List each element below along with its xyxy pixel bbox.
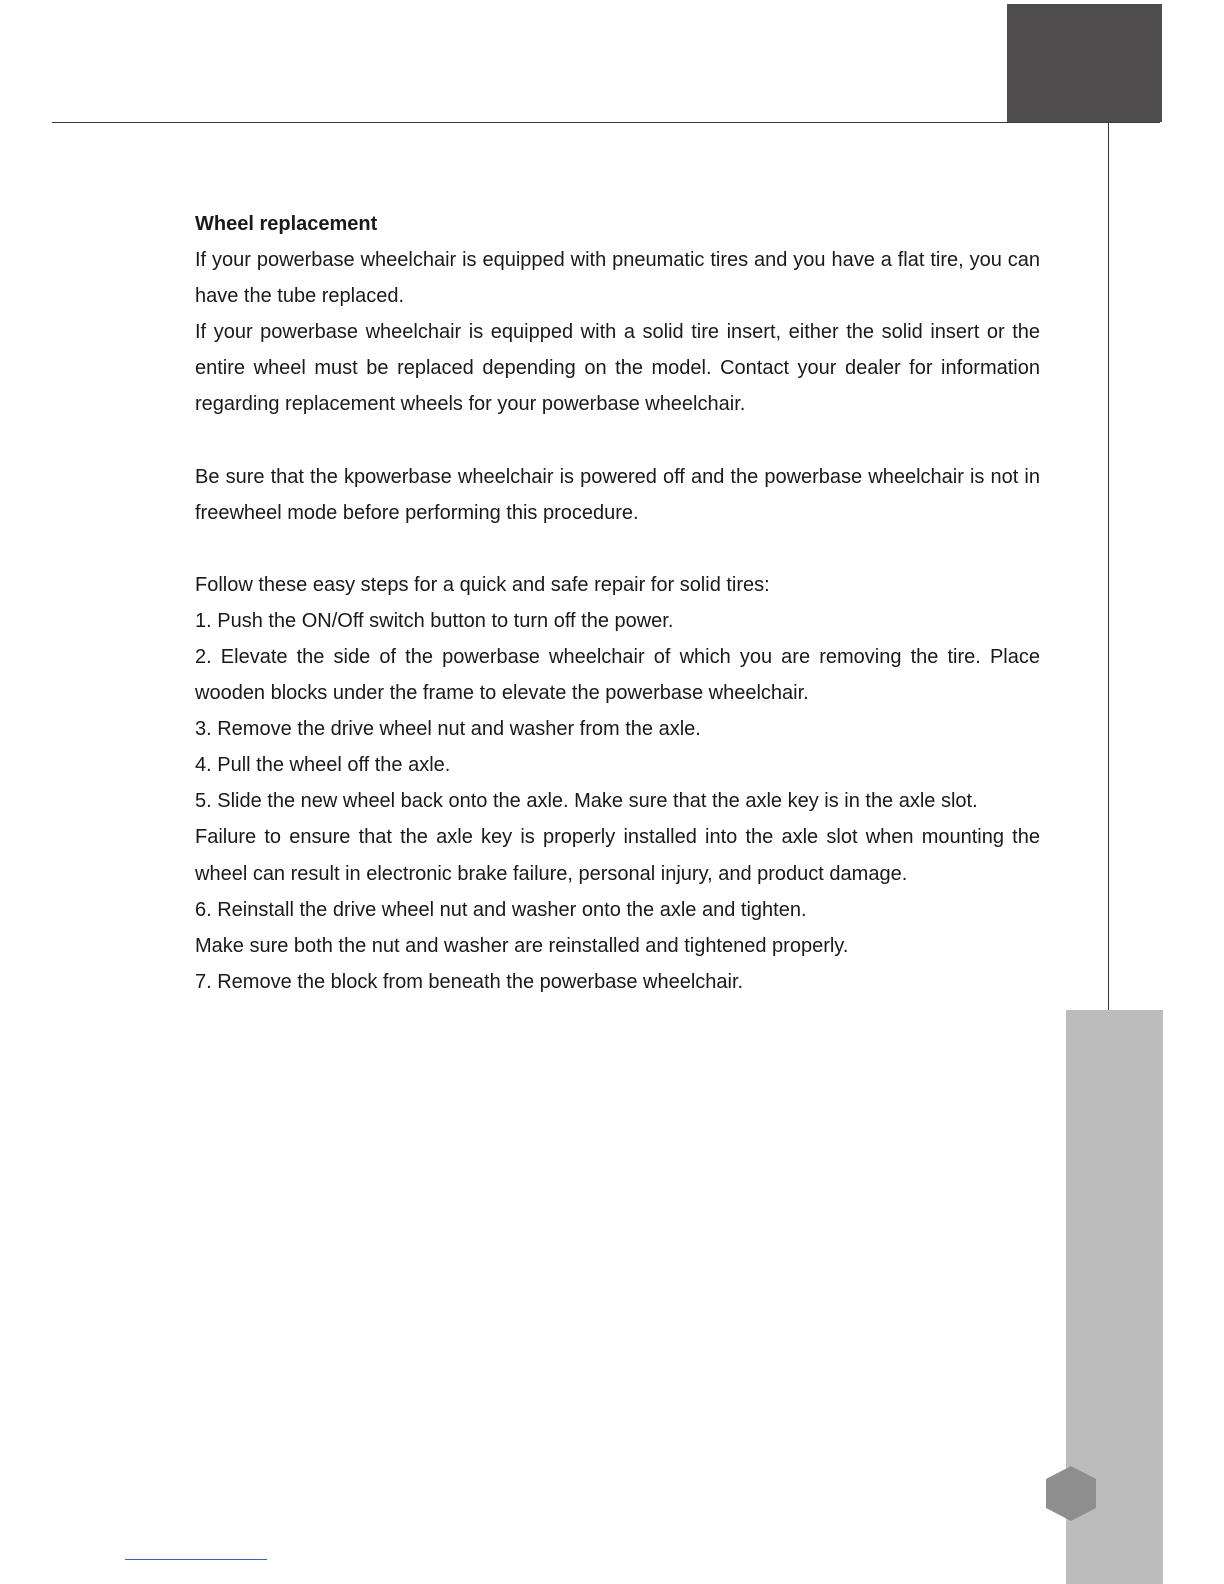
paragraph-pneumatic: If your powerbase wheelchair is equipped with pneumatic tires and you have a flat tire, you can have the tube replaced.	[195, 249, 1040, 308]
steps-intro: Follow these easy steps for a quick and safe repair for solid tires:	[195, 573, 770, 596]
step-note: Make sure both the nut and washer are reinstalled and tightened properly.	[195, 934, 849, 957]
step-item: 3. Remove the drive wheel nut and washer from the axle.	[195, 718, 701, 741]
step-item: 6. Reinstall the drive wheel nut and washer onto the axle and tighten.	[195, 898, 807, 921]
header-rule	[52, 122, 1160, 123]
spacer	[195, 531, 1040, 567]
spacer	[195, 423, 1040, 459]
side-rule	[1108, 122, 1109, 1010]
header-corner-block	[1007, 4, 1162, 122]
paragraph-solid-insert: If your powerbase wheelchair is equipped with a solid tire insert, either the solid insert or the entire wheel must be replaced depending on the model. Contact your dealer for information regarding replacement wheels for your powerbase wheelchair.	[195, 321, 1040, 416]
section-heading: Wheel replacement	[195, 213, 378, 235]
paragraph-caution: Be sure that the kpowerbase wheelchair is powered off and the powerbase wheelchair is not in freewheel mode before performing this procedure.	[195, 465, 1040, 524]
step-item: 7. Remove the block from beneath the powerbase wheelchair.	[195, 970, 744, 993]
footer-link-line	[125, 1559, 267, 1560]
hexagon-icon	[1046, 1466, 1096, 1521]
step-item: 5. Slide the new wheel back onto the axle. Make sure that the axle key is in the axle slot.	[195, 790, 978, 813]
step-warning: Failure to ensure that the axle key is properly installed into the axle slot when mounting the wheel can result in electronic brake failure, personal injury, and product damage.	[195, 826, 1040, 885]
main-content	[195, 206, 1040, 1000]
step-item: 4. Pull the wheel off the axle.	[195, 754, 451, 777]
step-item: 2. Elevate the side of the powerbase wheelchair of which you are removing the tire. Place wooden blocks under the frame to elevate the powerbase wheelchair.	[195, 645, 1040, 705]
step-item: 1. Push the ON/Off switch button to turn off the power.	[195, 609, 674, 632]
